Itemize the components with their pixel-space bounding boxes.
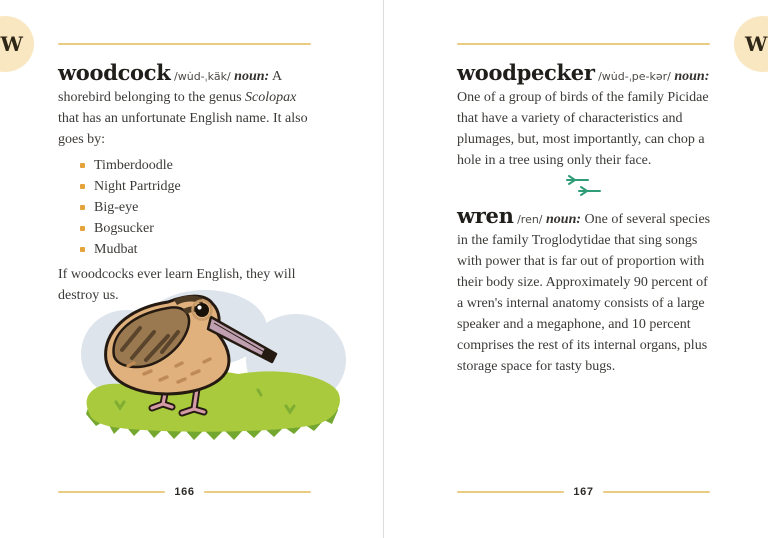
bird-eye-glint [197, 305, 201, 309]
letter-tab-label: W [745, 32, 768, 56]
list-item: Timberdoodle [80, 155, 314, 176]
page-number-right: 167 [573, 486, 594, 498]
list-item: Bogsucker [80, 218, 314, 239]
part-of-speech-label: noun: [674, 69, 710, 84]
definition-text: A shorebird belonging to the genus [58, 69, 282, 105]
page-number-left: 166 [174, 486, 195, 498]
bullet-square-icon [80, 163, 85, 168]
part-of-speech-label: noun: [234, 69, 270, 84]
letter-tab-label: W [0, 32, 23, 56]
footer-rule [457, 491, 564, 493]
top-rule-right [457, 43, 710, 45]
footer-rule [58, 491, 165, 493]
section-divider [457, 175, 713, 199]
alias-list [58, 155, 314, 260]
bullet-square-icon [80, 226, 85, 231]
left-page-footer [58, 486, 311, 498]
pronunciation-wren: /ren/ [517, 213, 543, 226]
right-page-content [457, 62, 713, 377]
closing-remark: If woodcocks ever learn English, they will destroy us. [58, 267, 296, 303]
headword-woodpecker: woodpecker [457, 60, 595, 85]
woodcock-cartoon-svg [80, 282, 350, 452]
left-page-content [58, 62, 314, 306]
top-rule-left [58, 43, 311, 45]
definition-text: One of several species in the family Troglodytidae that sing songs with power that is far out of proportion with their body size. Approximately 90 percent of a wren's internal anatomy consists of a large speaker and a megaphone, and 10 percent comprises the rest of its internal organs, plus storage space for tasty bugs. [457, 212, 711, 374]
bullet-square-icon [80, 205, 85, 210]
list-item: Night Partridge [80, 176, 314, 197]
headword-woodcock: woodcock [58, 60, 171, 85]
right-page-footer [457, 486, 710, 498]
definition-text: One of a group of birds of the family Picidae that have a variety of characteristics and plumages, but, most importantly, can chop a hole in a tree using only their face. [457, 90, 709, 168]
genus-name: Scolopax [245, 90, 297, 105]
bullet-square-icon [80, 247, 85, 252]
bird-footprints-icon [566, 175, 604, 199]
footer-rule [603, 491, 710, 493]
list-item: Mudbat [80, 239, 314, 260]
entry-woodpecker [457, 62, 713, 171]
letter-tab-right [734, 16, 768, 72]
woodcock-illustration [80, 282, 350, 452]
pronunciation-woodcock: /wu̇d-ˌkäk/ [174, 70, 231, 83]
footer-rule [204, 491, 311, 493]
headword-wren: wren [457, 203, 514, 228]
part-of-speech-label: noun: [546, 212, 582, 227]
definition-text: that has an unfortunate English name. It also goes by: [58, 111, 308, 147]
letter-tab-left [0, 16, 34, 72]
list-item: Big-eye [80, 197, 314, 218]
pronunciation-woodpecker: /wu̇d-ˌpe-kər/ [598, 70, 671, 83]
bird-eye [195, 303, 209, 317]
entry-woodcock [58, 62, 314, 150]
right-page [384, 0, 768, 538]
bullet-square-icon [80, 184, 85, 189]
entry-wren [457, 205, 713, 377]
